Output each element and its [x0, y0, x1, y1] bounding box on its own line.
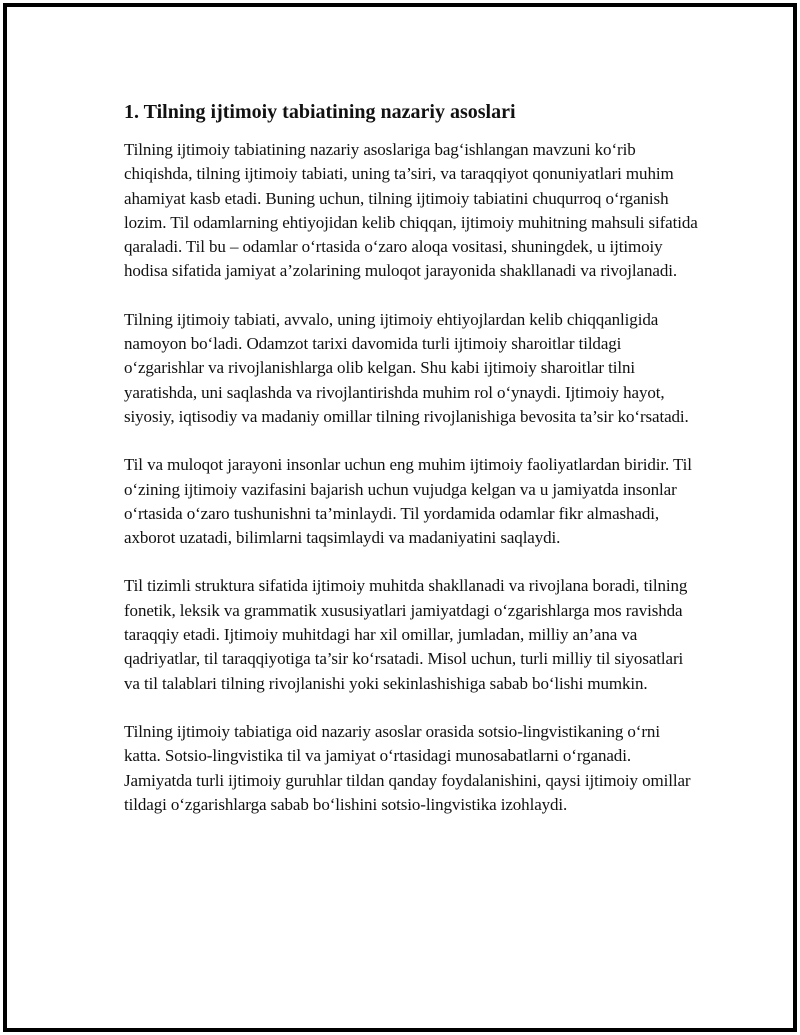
- paragraph-4: Til tizimli struktura sifatida ijtimoiy muhitda shakllanadi va rivojlana boradi, tilning fonetik, leksik va grammatik xususiyatlari jamiyatdagi o‘zgarishlarga mos ravishda taraqqiy etadi. Ijtimoiy muhitdagi har xil omillar, jumladan, milliy an’ana va qadriyatlar, til taraqqiyotiga ta’sir ko‘rsatadi. Misol uchun, turli milliy til siyosatlari va til talablari tilning rivojlanishi yoki sekinlashishiga sabab bo‘lishi mumkin.: [124, 576, 688, 693]
- paragraph-5: Tilning ijtimoiy tabiatiga oid nazariy asoslar orasida sotsio-lingvistikaning o‘rni katta. Sotsio-lingvistika til va jamiyat o‘rtasidagi munosabatlarni o‘rganadi. Jamiyatda turli ijtimoiy guruhlar tildan qanday foydalanishini, qaysi ijtimoiy omillar tildagi o‘zgarishlarga sabab bo‘lishini sotsio-lingvistika izohlaydi.: [124, 721, 691, 814]
- paragraph-2: Tilning ijtimoiy tabiati, avvalo, uning ijtimoiy ehtiyojlardan kelib chiqqanligida namoyon bo‘ladi. Odamzot tarixi davomida turli ijtimoiy sharoitlar tildagi o‘zgarishlar va rivojlanishlarga olib kelgan. Shu kabi ijtimoiy sharoitlar tilni yaratishda, uni saqlashda va rivojlantirishda muhim rol o‘ynaydi. Ijtimoiy hayot, siyosiy, iqtisodiy va madaniy omillar tilning rivojlanishiga bevosita ta’sir ko‘rsatadi.: [124, 309, 689, 426]
- document-body: [124, 98, 699, 841]
- paragraph-3: Til va muloqot jarayoni insonlar uchun eng muhim ijtimoiy faoliyatlardan biridir. Til o‘zining ijtimoiy vazifasini bajarish uchun vujudga kelgan va u jamiyatda insonlar o‘rtasida o‘zaro tushunishni ta’minlaydi. Til yordamida odamlar fikr almashadi, axborot uzatadi, bilimlarni taqsimlaydi va madaniyatini saqlaydi.: [124, 455, 692, 548]
- page-frame: [3, 3, 797, 1032]
- section-heading: 1. Tilning ijtimoiy tabiatining nazariy asoslari: [124, 101, 516, 123]
- paragraph-1: Tilning ijtimoiy tabiatining nazariy asoslariga bag‘ishlangan mavzuni ko‘rib chiqishda, tilning ijtimoiy tabiati, uning ta’siri, va taraqqiyot qonuniyatlari muhim ahamiyat kasb etadi. Buning uchun, tilning ijtimoiy tabiatini chuqurroq o‘rganish lozim. Til odamlarning ehtiyojidan kelib chiqqan, ijtimoiy muhitning mahsuli sifatida qaraladi. Til bu – odamlar o‘rtasida o‘zaro aloqa vositasi, shuningdek, u ijtimoiy hodisa sifatida jamiyat a’zolarining muloqot jarayonida shakllanadi va rivojlanadi.: [124, 140, 698, 281]
